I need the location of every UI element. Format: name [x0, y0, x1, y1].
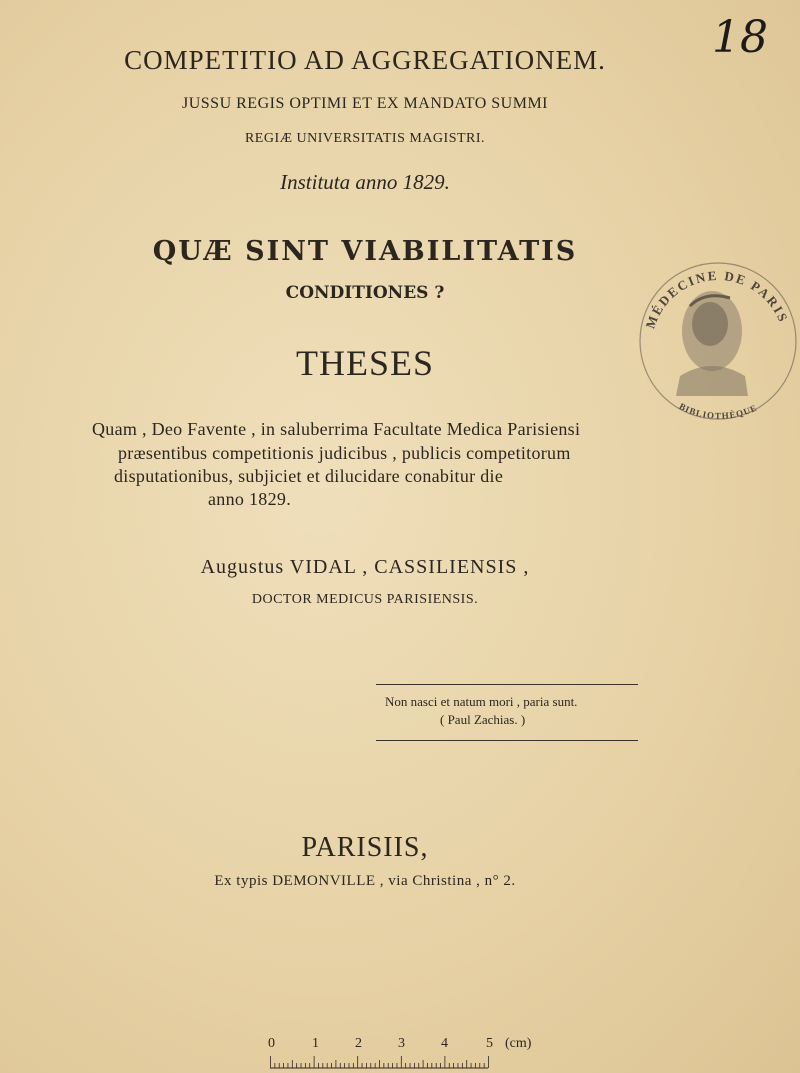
motto-top-rule — [376, 684, 638, 685]
question-line-2: CONDITIONES ? — [285, 283, 445, 303]
motto-attribution: ( Paul Zachias. ) — [440, 712, 526, 727]
library-stamp — [630, 236, 800, 436]
title-line-1: COMPETITIO AD AGGREGATIONEM. — [124, 45, 606, 75]
scale-label-2: 2 — [355, 1036, 362, 1051]
stamp-portrait — [676, 291, 748, 396]
body-line-2: præsentibus competitionis judicibus , publicis competitorum — [118, 443, 571, 463]
imprint-printer: Ex typis DEMONVILLE , via Christina , n° 2. — [214, 873, 516, 889]
scale-label-5: 5 — [486, 1036, 493, 1051]
author-title: DOCTOR MEDICUS PARISIENSIS. — [251, 592, 479, 607]
imprint-place: PARISIIS, — [301, 832, 429, 863]
motto-bottom-rule — [376, 740, 638, 741]
institution-year: Instituta anno 1829. — [280, 170, 450, 194]
title-line-2: JUSSU REGIS OPTIMI ET EX MANDATO SUMMI — [182, 95, 548, 112]
scale-label-0: 0 — [268, 1036, 275, 1051]
scale-label-1: 1 — [312, 1036, 319, 1051]
body-line-1: Quam , Deo Favente , in saluberrima Facultate Medica Parisiensi — [92, 419, 581, 439]
measurement-scale — [268, 1036, 538, 1072]
stamp-text: MÉDECINE DE PARIS — [642, 267, 792, 331]
theses-heading: THESES — [295, 343, 434, 383]
body-line-4: anno 1829. — [208, 489, 291, 509]
body-line-3: disputationibus, subjiciet et dilucidare conabitur die — [114, 466, 504, 486]
stamp-bottom-text: BIBLIOTHÈQUE — [677, 401, 759, 421]
motto-text: Non nasci et natum mori , paria sunt. — [385, 694, 578, 709]
scale-label-3: 3 — [398, 1036, 405, 1051]
scale-labels — [268, 1036, 538, 1054]
scale-unit: (cm) — [505, 1036, 532, 1051]
scale-label-4: 4 — [441, 1036, 448, 1051]
author-line: Augustus VIDAL , CASSILIENSIS , — [200, 556, 530, 578]
scale-ruler — [270, 1056, 494, 1070]
svg-text:BIBLIOTHÈQUE — [677, 401, 758, 421]
title-line-3: REGIÆ UNIVERSITATIS MAGISTRI. — [244, 131, 486, 146]
folio-number: 18 — [712, 12, 768, 63]
question-line-1: QUÆ SINT VIABILITATIS — [152, 236, 578, 267]
